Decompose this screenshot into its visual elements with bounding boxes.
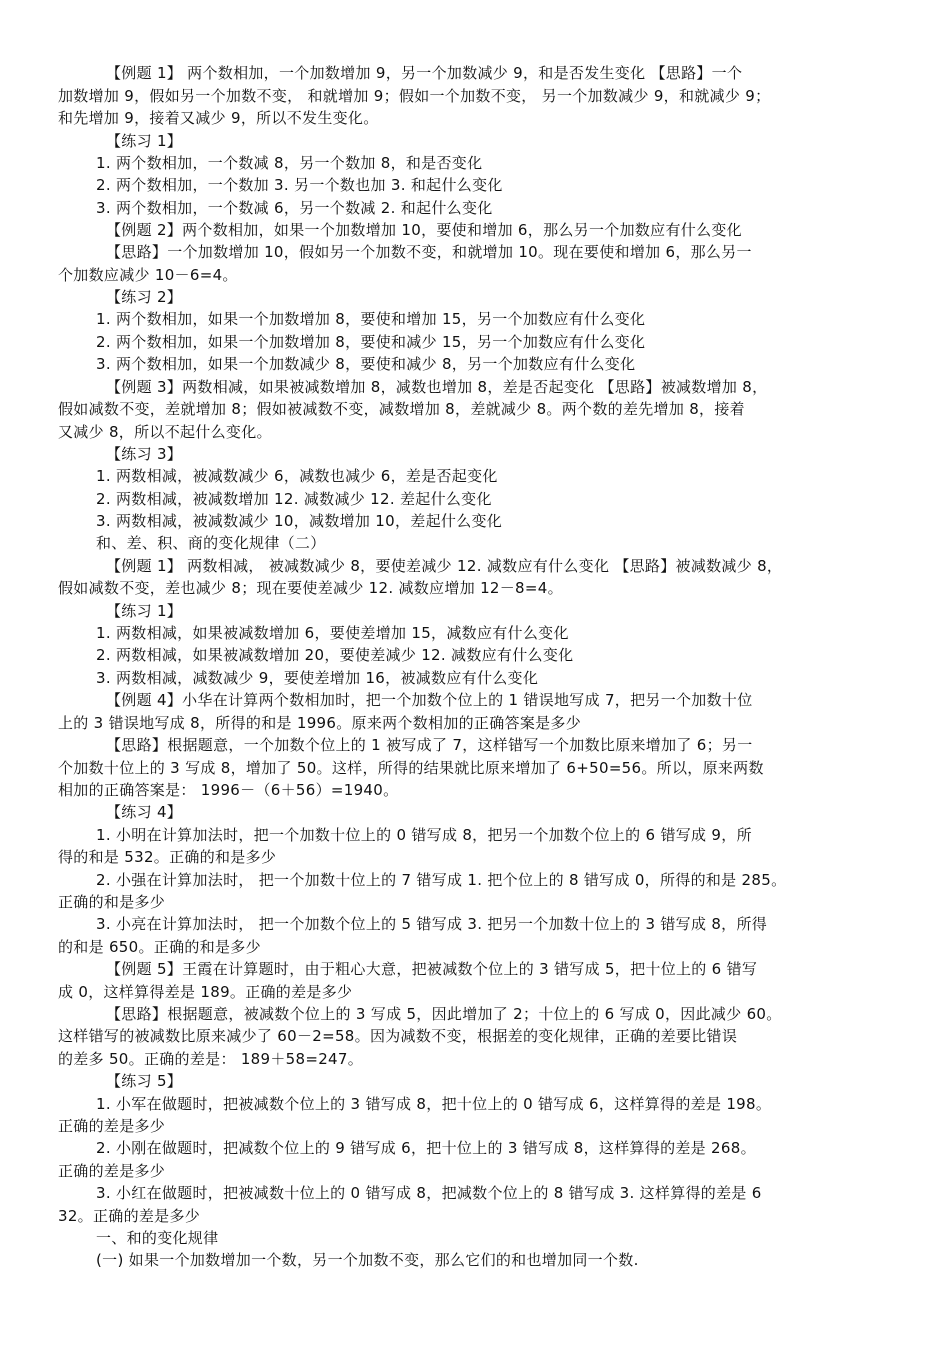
text-line: 上的 3 错误地写成 8，所得的和是 1996。原来两个数相加的正确答案是多少 bbox=[58, 714, 582, 732]
text-line: 正确的和是多少 bbox=[58, 893, 166, 911]
text-line: 【例题 5】王霞在计算题时，由于粗心大意，把被减数个位上的 3 错写成 5，把十位上的 6 错写 bbox=[106, 960, 758, 978]
text-line: 这样错写的被减数比原来减少了 60－2=58。因为减数不变，根据差的变化规律，正确的差要比错误 bbox=[58, 1027, 738, 1045]
text-line: 3. 两个数相加，如果一个加数减少 8，要使和减少 8，另一个加数应有什么变化 bbox=[96, 355, 636, 373]
text-line: 【例题 2】两个数相加，如果一个加数增加 10，要使和增加 6，那么另一个加数应有什么变化 bbox=[106, 221, 742, 239]
text-line: 【练习 5】 bbox=[106, 1072, 183, 1090]
text-line: 正确的差是多少 bbox=[58, 1117, 166, 1135]
text-line: 正确的差是多少 bbox=[58, 1162, 166, 1180]
text-line: (一) 如果一个加数增加一个数，另一个加数不变，那么它们的和也增加同一个数. bbox=[96, 1251, 639, 1269]
text-line: 的差多 50。正确的差是： 189＋58=247。 bbox=[58, 1050, 364, 1068]
text-line: 【例题 4】小华在计算两个数相加时，把一个加数个位上的 1 错误地写成 7，把另一个加数十位 bbox=[106, 691, 753, 709]
text-line: 【练习 2】 bbox=[106, 288, 183, 306]
text-line: 又减少 8，所以不起什么变化。 bbox=[58, 423, 272, 441]
text-line: 1. 两个数相加，一个数减 8，另一个数加 8，和是否变化 bbox=[96, 154, 483, 172]
text-line: 2. 两数相减，如果被减数增加 20，要使差减少 12. 减数应有什么变化 bbox=[96, 646, 574, 664]
text-line: 【练习 1】 bbox=[106, 132, 183, 150]
text-line: 1. 两数相减，被减数减少 6，减数也减少 6，差是否起变化 bbox=[96, 467, 498, 485]
text-line: 2. 两个数相加，一个数加 3. 另一个数也加 3. 和起什么变化 bbox=[96, 176, 503, 194]
text-line: 一、和的变化规律 bbox=[96, 1229, 219, 1247]
text-line: 和、差、积、商的变化规律（二） bbox=[96, 534, 326, 552]
text-line: 【例题 3】两数相减，如果被减数增加 8，减数也增加 8，差是否起变化 【思路】被减数增加 8， bbox=[106, 378, 768, 396]
text-line: 3. 两个数相加，一个数减 6，另一个数减 2. 和起什么变化 bbox=[96, 199, 493, 217]
text-line: 【练习 1】 bbox=[106, 602, 183, 620]
text-line: 1. 小明在计算加法时，把一个加数十位上的 0 错写成 8，把另一个加数个位上的 6 错写成 9，所 bbox=[96, 826, 752, 844]
text-line: 【练习 4】 bbox=[106, 803, 183, 821]
text-line: 加数增加 9，假如另一个加数不变， 和就增加 9；假如一个加数不变， 另一个加数减少 9，和就减少 9； bbox=[58, 87, 771, 105]
text-line: 【思路】根据题意，被减数个位上的 3 写成 5，因此增加了 2；十位上的 6 写成 0，因此减少 60。 bbox=[106, 1005, 782, 1023]
text-line: 个加数应减少 10－6=4。 bbox=[58, 266, 238, 284]
text-line: 相加的正确答案是： 1996－（6＋56）=1940。 bbox=[58, 781, 399, 799]
text-line: 【练习 3】 bbox=[106, 445, 183, 463]
text-line: 2. 两个数相加，如果一个加数增加 8，要使和减少 15，另一个加数应有什么变化 bbox=[96, 333, 646, 351]
text-line: 32。正确的差是多少 bbox=[58, 1207, 201, 1225]
text-line: 的和是 650。正确的和是多少 bbox=[58, 938, 261, 956]
text-line: 成 0，这样算得差是 189。正确的差是多少 bbox=[58, 983, 353, 1001]
text-line: 3. 小红在做题时，把被减数十位上的 0 错写成 8，把减数个位上的 8 错写成 3. 这样算得的差是 6 bbox=[96, 1184, 762, 1202]
text-line: 【例题 1】 两数相减， 被减数减少 8，要使差减少 12. 减数应有什么变化 【思路】被减数减少 8， bbox=[106, 557, 783, 575]
text-line: 【思路】根据题意，一个加数个位上的 1 被写成了 7，这样错写一个加数比原来增加了 6；另一 bbox=[106, 736, 753, 754]
text-line: 2. 小强在计算加法时， 把一个加数十位上的 7 错写成 1. 把个位上的 8 错写成 0，所得的和是 285。 bbox=[96, 871, 787, 889]
text-line: 3. 小亮在计算加法时， 把一个加数个位上的 5 错写成 3. 把另一个加数十位上的 3 错写成 8，所得 bbox=[96, 915, 768, 933]
text-line: 3. 两数相减，减数减少 9，要使差增加 16，被减数应有什么变化 bbox=[96, 669, 539, 687]
text-line: 1. 小军在做题时，把被减数个位上的 3 错写成 8，把十位上的 0 错写成 6，这样算得的差是 198。 bbox=[96, 1095, 772, 1113]
text-line: 1. 两个数相加，如果一个加数增加 8，要使和增加 15，另一个加数应有什么变化 bbox=[96, 310, 646, 328]
text-line: 得的和是 532。正确的和是多少 bbox=[58, 848, 277, 866]
text-line: 假如减数不变，差也减少 8；现在要使差减少 12. 减数应增加 12－8=4。 bbox=[58, 579, 563, 597]
text-line: 2. 两数相减，被减数增加 12. 减数减少 12. 差起什么变化 bbox=[96, 490, 492, 508]
text-line: 个加数十位上的 3 写成 8，增加了 50。这样，所得的结果就比原来增加了 6+50=56。所以，原来两数 bbox=[58, 759, 764, 777]
text-line: 和先增加 9，接着又减少 9，所以不发生变化。 bbox=[58, 109, 379, 127]
text-line: 2. 小刚在做题时，把减数个位上的 9 错写成 6，把十位上的 3 错写成 8，这样算得的差是 268。 bbox=[96, 1139, 756, 1157]
text-line: 假如减数不变，差就增加 8；假如被减数不变，减数增加 8，差就减少 8。两个数的差先增加 8，接着 bbox=[58, 400, 745, 418]
text-line: 3. 两数相减，被减数减少 10，减数增加 10，差起什么变化 bbox=[96, 512, 503, 530]
text-line: 1. 两数相减，如果被减数增加 6，要使差增加 15，减数应有什么变化 bbox=[96, 624, 569, 642]
text-line: 【例题 1】 两个数相加，一个加数增加 9，另一个加数减少 9，和是否发生变化 【思路】一个 bbox=[106, 64, 743, 82]
text-line: 【思路】一个加数增加 10，假如另一个加数不变，和就增加 10。现在要使和增加 6，那么另一 bbox=[106, 243, 752, 261]
